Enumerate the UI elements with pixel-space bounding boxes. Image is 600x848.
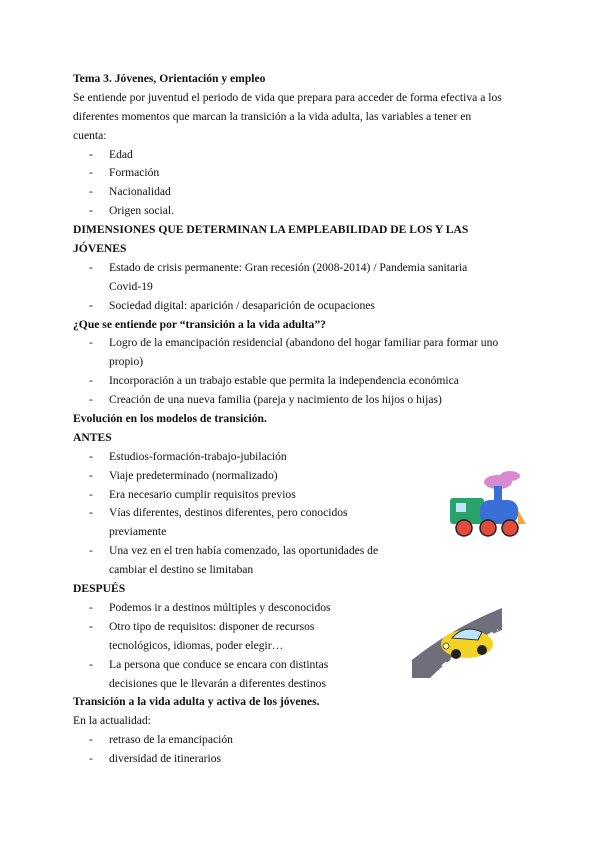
list-item: - Estudios-formación-trabajo-jubilación — [73, 448, 533, 467]
section-heading: Transición a la vida adulta y activa de los jóvenes. — [73, 695, 320, 709]
list-item-cont: Covid-19 — [109, 279, 153, 293]
list-item-cont: tecnológicos, idiomas, poder elegir… — [109, 638, 284, 652]
intro-line-3: cuenta: — [73, 128, 107, 142]
list-item: - retraso de la emancipación — [73, 731, 533, 750]
intro-line-1: Se entiende por juventud el periodo de vida que prepara para acceder de forma efectiva a los — [73, 90, 502, 104]
list-item: - Viaje predeterminado (normalizado) — [73, 467, 533, 486]
paragraph: En la actualidad: — [73, 714, 151, 728]
section-heading: DIMENSIONES QUE DETERMINAN LA EMPLEABILIDAD DE LOS Y LAS — [73, 223, 469, 237]
list-item: - Formación — [73, 164, 533, 183]
subsection-heading: ANTES — [73, 430, 112, 444]
section-heading: ¿Que se entiende por “transición a la vida adulta”? — [73, 317, 326, 331]
list-item: - Era necesario cumplir requisitos previos — [73, 486, 533, 505]
list-item: - Otro tipo de requisitos: disponer de recursos — [73, 618, 533, 637]
smoke-cloud — [500, 471, 520, 481]
list-item-cont: cambiar el destino se limitaban — [109, 563, 254, 577]
list-item-cont: previamente — [109, 525, 167, 539]
train-icon — [440, 470, 528, 542]
list-item: - La persona que conduce se encara con distintas — [73, 656, 533, 675]
car-icon — [412, 600, 502, 678]
list-item: - Vías diferentes, destinos diferentes, pero conocidos — [73, 504, 533, 523]
list-item: - Incorporación a un trabajo estable que permita la independencia económica — [73, 372, 533, 391]
list-item: - Edad — [73, 146, 533, 165]
list-item: - Estado de crisis permanente: Gran recesión (2008-2014) / Pandemia sanitaria — [73, 259, 533, 278]
train-chimney — [494, 486, 502, 501]
list-item: - Origen social. — [73, 202, 533, 221]
page-title: Tema 3. Jóvenes, Orientación y empleo — [73, 72, 266, 85]
list-item: - Podemos ir a destinos múltiples y desconocidos — [73, 599, 533, 618]
subsection-heading: DESPUÉS — [73, 582, 126, 596]
list-item: - Creación de una nueva familia (pareja y nacimiento de los hijos o hijas) — [73, 391, 533, 410]
list-item-cont: decisiones que le llevarán a diferentes destinos — [109, 676, 326, 690]
list-item: - Logro de la emancipación residencial (abandono del hogar familiar para formar uno — [73, 334, 533, 353]
section-heading-cont: JÓVENES — [73, 242, 127, 256]
list-item: - Nacionalidad — [73, 183, 533, 202]
intro-line-2: diferentes momentos que marcan la transición a la vida adulta, las variables a tener en — [73, 109, 472, 123]
list-item: - Sociedad digital: aparición / desaparición de ocupaciones — [73, 297, 533, 316]
section-heading: Evolución en los modelos de transición. — [73, 412, 267, 426]
list-item-cont: propio) — [109, 355, 144, 369]
list-item: - diversidad de itinerarios — [73, 750, 533, 769]
list-item: - Una vez en el tren había comenzado, las oportunidades de — [73, 542, 533, 561]
